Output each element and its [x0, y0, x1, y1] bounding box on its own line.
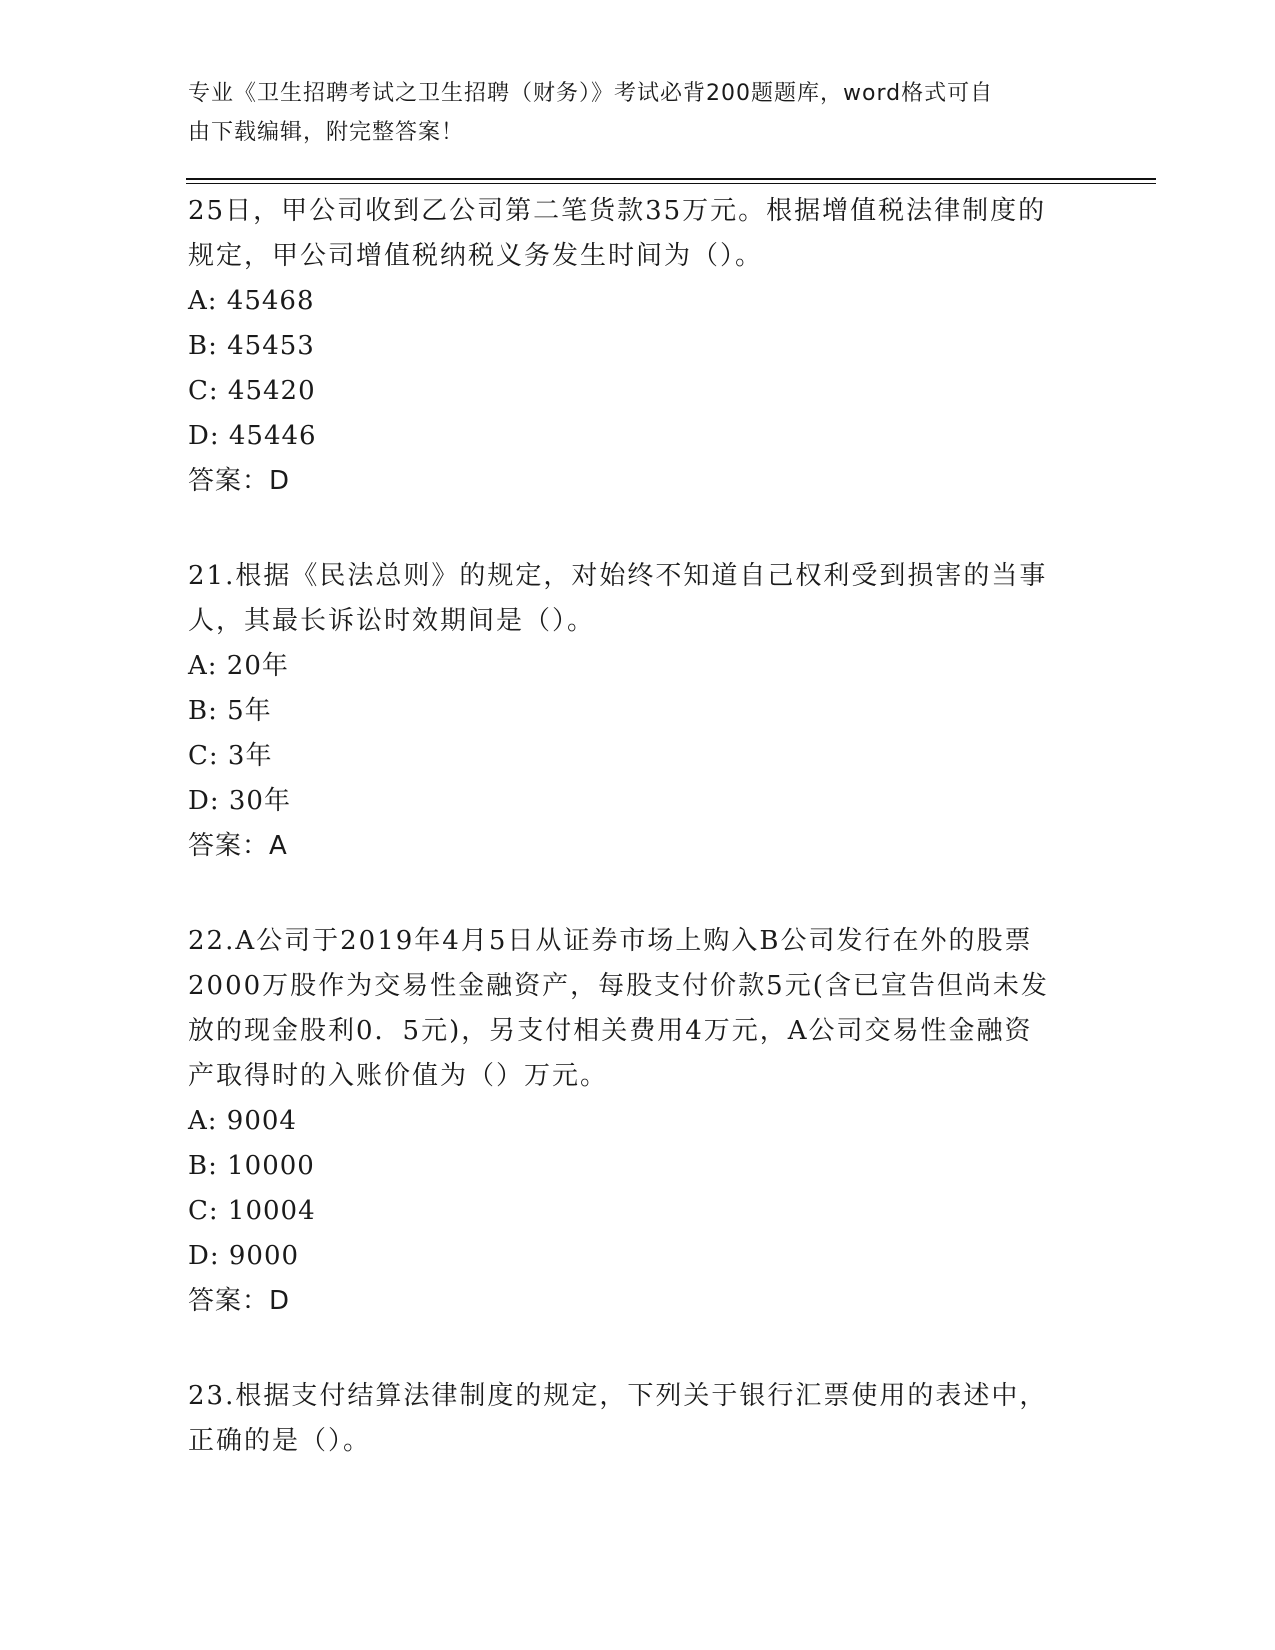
question-text-line: 放的现金股利0．5元)，另支付相关费用4万元，A公司交易性金融资	[188, 1016, 1033, 1046]
option-b: B: 45453	[188, 331, 315, 361]
answer-line: 答案：D	[188, 1286, 291, 1316]
option-c: C: 45420	[188, 376, 316, 406]
option-c: C: 10004	[188, 1196, 316, 1226]
question-block	[188, 554, 1088, 868]
header-divider-thin	[186, 183, 1156, 184]
question-text-line: 人，其最长诉讼时效期间是（）。	[188, 606, 596, 636]
question-text-line: 规定，甲公司增值税纳税义务发生时间为（）。	[188, 241, 764, 271]
question-text-line: 21.根据《民法总则》的规定，对始终不知道自己权利受到损害的当事	[188, 561, 1048, 591]
question-text-line: 正确的是（）。	[188, 1426, 372, 1456]
option-b: B: 5年	[188, 696, 272, 726]
question-text-line: 2000万股作为交易性金融资产，每股支付价款5元(含已宣告但尚未发	[188, 971, 1049, 1001]
question-text-line: 25日，甲公司收到乙公司第二笔货款35万元。根据增值税法律制度的	[188, 196, 1047, 226]
question-text-line: 22.A公司于2019年4月5日从证券市场上购入B公司发行在外的股票	[188, 926, 1033, 956]
option-b: B: 10000	[188, 1151, 315, 1181]
answer-line: 答案：A	[188, 831, 288, 861]
header-line-2: 由下载编辑，附完整答案！	[188, 120, 465, 145]
question-list	[188, 189, 1088, 1464]
option-a: A: 20年	[188, 651, 289, 681]
question-text-line: 23.根据支付结算法律制度的规定，下列关于银行汇票使用的表述中，	[188, 1381, 1048, 1411]
option-d: D: 30年	[188, 786, 291, 816]
answer-line: 答案：D	[188, 466, 291, 496]
option-c: C: 3年	[188, 741, 273, 771]
document-header	[188, 74, 1068, 152]
option-d: D: 45446	[188, 421, 317, 451]
question-block	[188, 189, 1088, 503]
question-block	[188, 919, 1088, 1323]
option-a: A: 45468	[188, 286, 315, 316]
header-line-1: 专业《卫生招聘考试之卫生招聘（财务）》考试必背200题题库，word格式可自	[188, 81, 994, 106]
option-d: D: 9000	[188, 1241, 300, 1271]
question-block	[188, 1374, 1088, 1464]
option-a: A: 9004	[188, 1106, 297, 1136]
question-text-line: 产取得时的入账价值为（）万元。	[188, 1061, 609, 1091]
header-divider-thick	[186, 178, 1156, 180]
